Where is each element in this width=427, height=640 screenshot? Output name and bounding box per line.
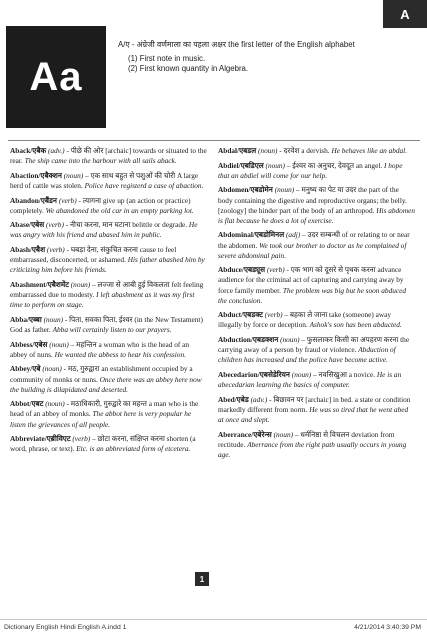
definition: - मठ, गुरुद्वारा an establishment occupied by a community of monks or nuns. (10, 364, 193, 384)
left-column (10, 146, 207, 459)
part-of-speech: (noun) (280, 335, 300, 345)
part-of-speech: (noun) (63, 170, 84, 180)
headword: Abaction/एबैक्शन (10, 170, 62, 180)
example: Etc. is an abbreviated form of etcetera. (76, 444, 191, 454)
example: I left abashment as it was my first time to perform on stage. (10, 290, 195, 310)
definition: - पीछे की ओर [archaic] towards or situated to the rear. (10, 146, 207, 166)
example: The ship came into the harbour with all sails aback. (24, 156, 177, 166)
part-of-speech: (noun) (43, 314, 64, 324)
letter-sense: (1) First note in music. (128, 53, 206, 63)
part-of-speech: (noun) (42, 364, 62, 374)
definition: - एक भाग को दूसरे से पृथक करना advance audience for the criminal act of capturing and carrying away by force family member. (218, 265, 404, 295)
example: He behaves like an abdal. (331, 146, 408, 155)
page-number: 1 (195, 572, 209, 586)
definition: - मठाधिकारी, गुरुद्वारे का महन्त a man who is the head of an abbey of monks. (10, 399, 199, 419)
big-letter-block: Aa (6, 26, 106, 128)
example: He wanted the abbess to hear his confession. (54, 349, 186, 359)
dictionary-entry (10, 220, 207, 240)
part-of-speech: (noun) (49, 339, 69, 349)
definition: – फुसलाकर किसी का अपहरण करना the carrying away of a person by fraud or violence. (218, 335, 410, 355)
part-of-speech: (verb) (72, 434, 91, 444)
header-divider (8, 140, 420, 141)
example: His abdomen is flat because he does a lot of exercise. (218, 205, 415, 225)
right-column (218, 146, 415, 464)
part-of-speech: (noun) (265, 160, 285, 170)
example: His father abashed him by criticizing him before his friends. (10, 255, 205, 275)
headword: Abdal/एबडल (218, 146, 257, 155)
example: Abba will certainly listen to our prayers. (52, 324, 172, 334)
definition: – एक साथ बहुत से पशुओं की चोरी A large herd of cattle was stolen. (10, 170, 199, 190)
definition: – नवसिखुआ a novice. (311, 369, 377, 379)
headword: Abash/एबैश (10, 245, 46, 255)
example: We abandoned the old car in an empty parking lot. (45, 205, 194, 215)
headword: Abbess/एबेस (10, 339, 48, 349)
section-letter-tab (383, 0, 427, 28)
definition: – बहका ले जाना take (someone) away illegally by force or deception. (218, 310, 392, 330)
definition: - बिछावन पर [archaic] in bed. a state or condition markedly different from norm. (218, 394, 411, 414)
part-of-speech: (noun) (273, 429, 294, 439)
dictionary-entry (218, 310, 415, 330)
headword: Abduce/एबड्यूस (218, 265, 266, 275)
part-of-speech: (noun) (291, 369, 312, 379)
definition: - दरवेश a dervish. (277, 146, 332, 155)
part-of-speech: (verb) (264, 310, 283, 320)
dictionary-entry (218, 265, 415, 305)
headword: Abdominal/एबडोमिनल (218, 230, 285, 240)
example: The abbot here is very popular he listen the grievances of all people. (10, 409, 192, 429)
dictionary-entry (10, 315, 207, 335)
dictionary-entry (218, 430, 415, 460)
part-of-speech: (verb) (266, 265, 285, 275)
headword: Abbey/एबे (10, 364, 41, 374)
dictionary-entry (10, 146, 207, 166)
part-of-speech: (verb) (46, 220, 64, 230)
headword: Abba/एब्बा (10, 314, 42, 324)
dictionary-entry (218, 185, 415, 225)
definition: – मनुष्य का पेट या उदर the part of the body containing the digestive and reproductive organs; the belly. [zoology] the hinder part of the body of an arthropod. (218, 185, 407, 215)
part-of-speech: (noun) (45, 399, 65, 409)
headword: Abed/एबेड (218, 394, 249, 404)
letter-intro: A/ए - अंग्रेजी वर्णमाला का पहला अक्षर the first letter of the English alphabet (118, 40, 355, 49)
definition: - पिता, सवका पिता, ईश्वर (in the New Testament) God as father. (10, 314, 203, 334)
part-of-speech: (noun) (257, 146, 278, 155)
headword: Abduct/एबडक्ट (218, 310, 263, 320)
example: He is an abecedarian learning the basics of computer. (218, 369, 402, 390)
dictionary-entry (10, 245, 207, 275)
dictionary-entry (218, 146, 415, 156)
footer-divider (0, 619, 427, 620)
headword: Abecedarion/एबसेडेरियन (218, 369, 290, 379)
definition: – ईश्वर का अनुचर, देवदूत an angel. (284, 160, 384, 170)
dictionary-entry (10, 340, 207, 360)
part-of-speech: (adj) (285, 230, 301, 240)
part-of-speech: (adv.) (250, 394, 268, 404)
part-of-speech: (verb) (46, 245, 65, 255)
headword: Abduction/एबडक्शन (218, 335, 279, 345)
headword: Abdiel/एबडिएल (218, 160, 264, 170)
headword: Abandon/एबैंडन (10, 195, 57, 205)
definition: - त्यागना give up (an action or practice) completely. (10, 195, 191, 215)
letter-definition (118, 40, 418, 75)
definition: – उदर सम्बन्धी of or relating to or near the abdomen. (218, 230, 410, 250)
example: He was so tired that he went abed at once and slept. (218, 404, 409, 424)
headword: Abbreviate/एब्रीविएट (10, 434, 71, 444)
dictionary-entry (218, 335, 415, 365)
headword: Abdomen/एबडोमेन (218, 185, 273, 195)
definition: – धर्मनिष्ठा से विचलन deviation from rectitude. (218, 429, 395, 449)
dictionary-entry (10, 171, 207, 191)
example: We took our brother to doctor as he complained of severe abdominal pain. (218, 240, 407, 260)
example: Aberrance from the right path usually occurs in young age. (218, 439, 407, 459)
definition: - नीचा करना, मान घटाना belittle or degrade. (63, 220, 189, 230)
headword: Aberrance/एबेरेन्स (218, 429, 272, 439)
definition: – लज्जा से आबी हुई विकलता felt feeling embarrassed due to modesty. (10, 280, 204, 300)
example: Ashok's son has been abducted. (309, 320, 402, 330)
dictionary-entry (10, 196, 207, 216)
example: Abduction of children has increased and the police have become active. (218, 345, 396, 365)
timestamp-slug: 4/21/2014 3:40:39 PM (354, 624, 421, 631)
part-of-speech: (noun) (70, 280, 91, 289)
dictionary-entry (218, 370, 415, 390)
dictionary-entry (10, 399, 207, 429)
example: I hope that an abdiel will come for our help. (218, 160, 403, 180)
section-letter: A (400, 6, 410, 22)
dictionary-entry (218, 395, 415, 425)
example: He was angry with his friend and abased him in public. (10, 220, 198, 240)
headword: Abase/एबेस (10, 220, 45, 230)
dictionary-entry (10, 280, 207, 310)
definition: – महन्तिन a woman who is the head of an abbey of nuns. (10, 339, 190, 359)
part-of-speech: (adv.) (47, 146, 65, 155)
example: Once there was an abbey here now the building is dilapidated and deserted. (10, 374, 202, 394)
headword: Abashment/एबैशमेंट (10, 280, 69, 289)
dictionary-entry (218, 230, 415, 260)
part-of-speech: (noun) (274, 185, 295, 195)
headword: Abbot/एबट (10, 399, 44, 409)
part-of-speech: (verb) (58, 195, 77, 205)
example: Police have registerd a case of abaction. (84, 180, 204, 190)
file-name-slug: Dictionary English Hindi English A.indd 1 (4, 624, 127, 631)
example: The problem was big but he soon abduced the conclusion. (218, 285, 407, 305)
definition: - घबड़ा देना, संकुचित करना cause to feel embarrassed, disconcerted, or ashamed. (10, 245, 177, 265)
dictionary-entry (10, 364, 207, 394)
dictionary-entry (218, 161, 415, 181)
headword: Aback/एबैक (10, 146, 47, 155)
letter-sense: (2) First known quantity in Algebra. (128, 64, 249, 73)
definition: – छोटा करना, संक्षिप्त करना shorten (a word, phrase, or text). (10, 434, 196, 454)
dictionary-entry (10, 434, 207, 454)
